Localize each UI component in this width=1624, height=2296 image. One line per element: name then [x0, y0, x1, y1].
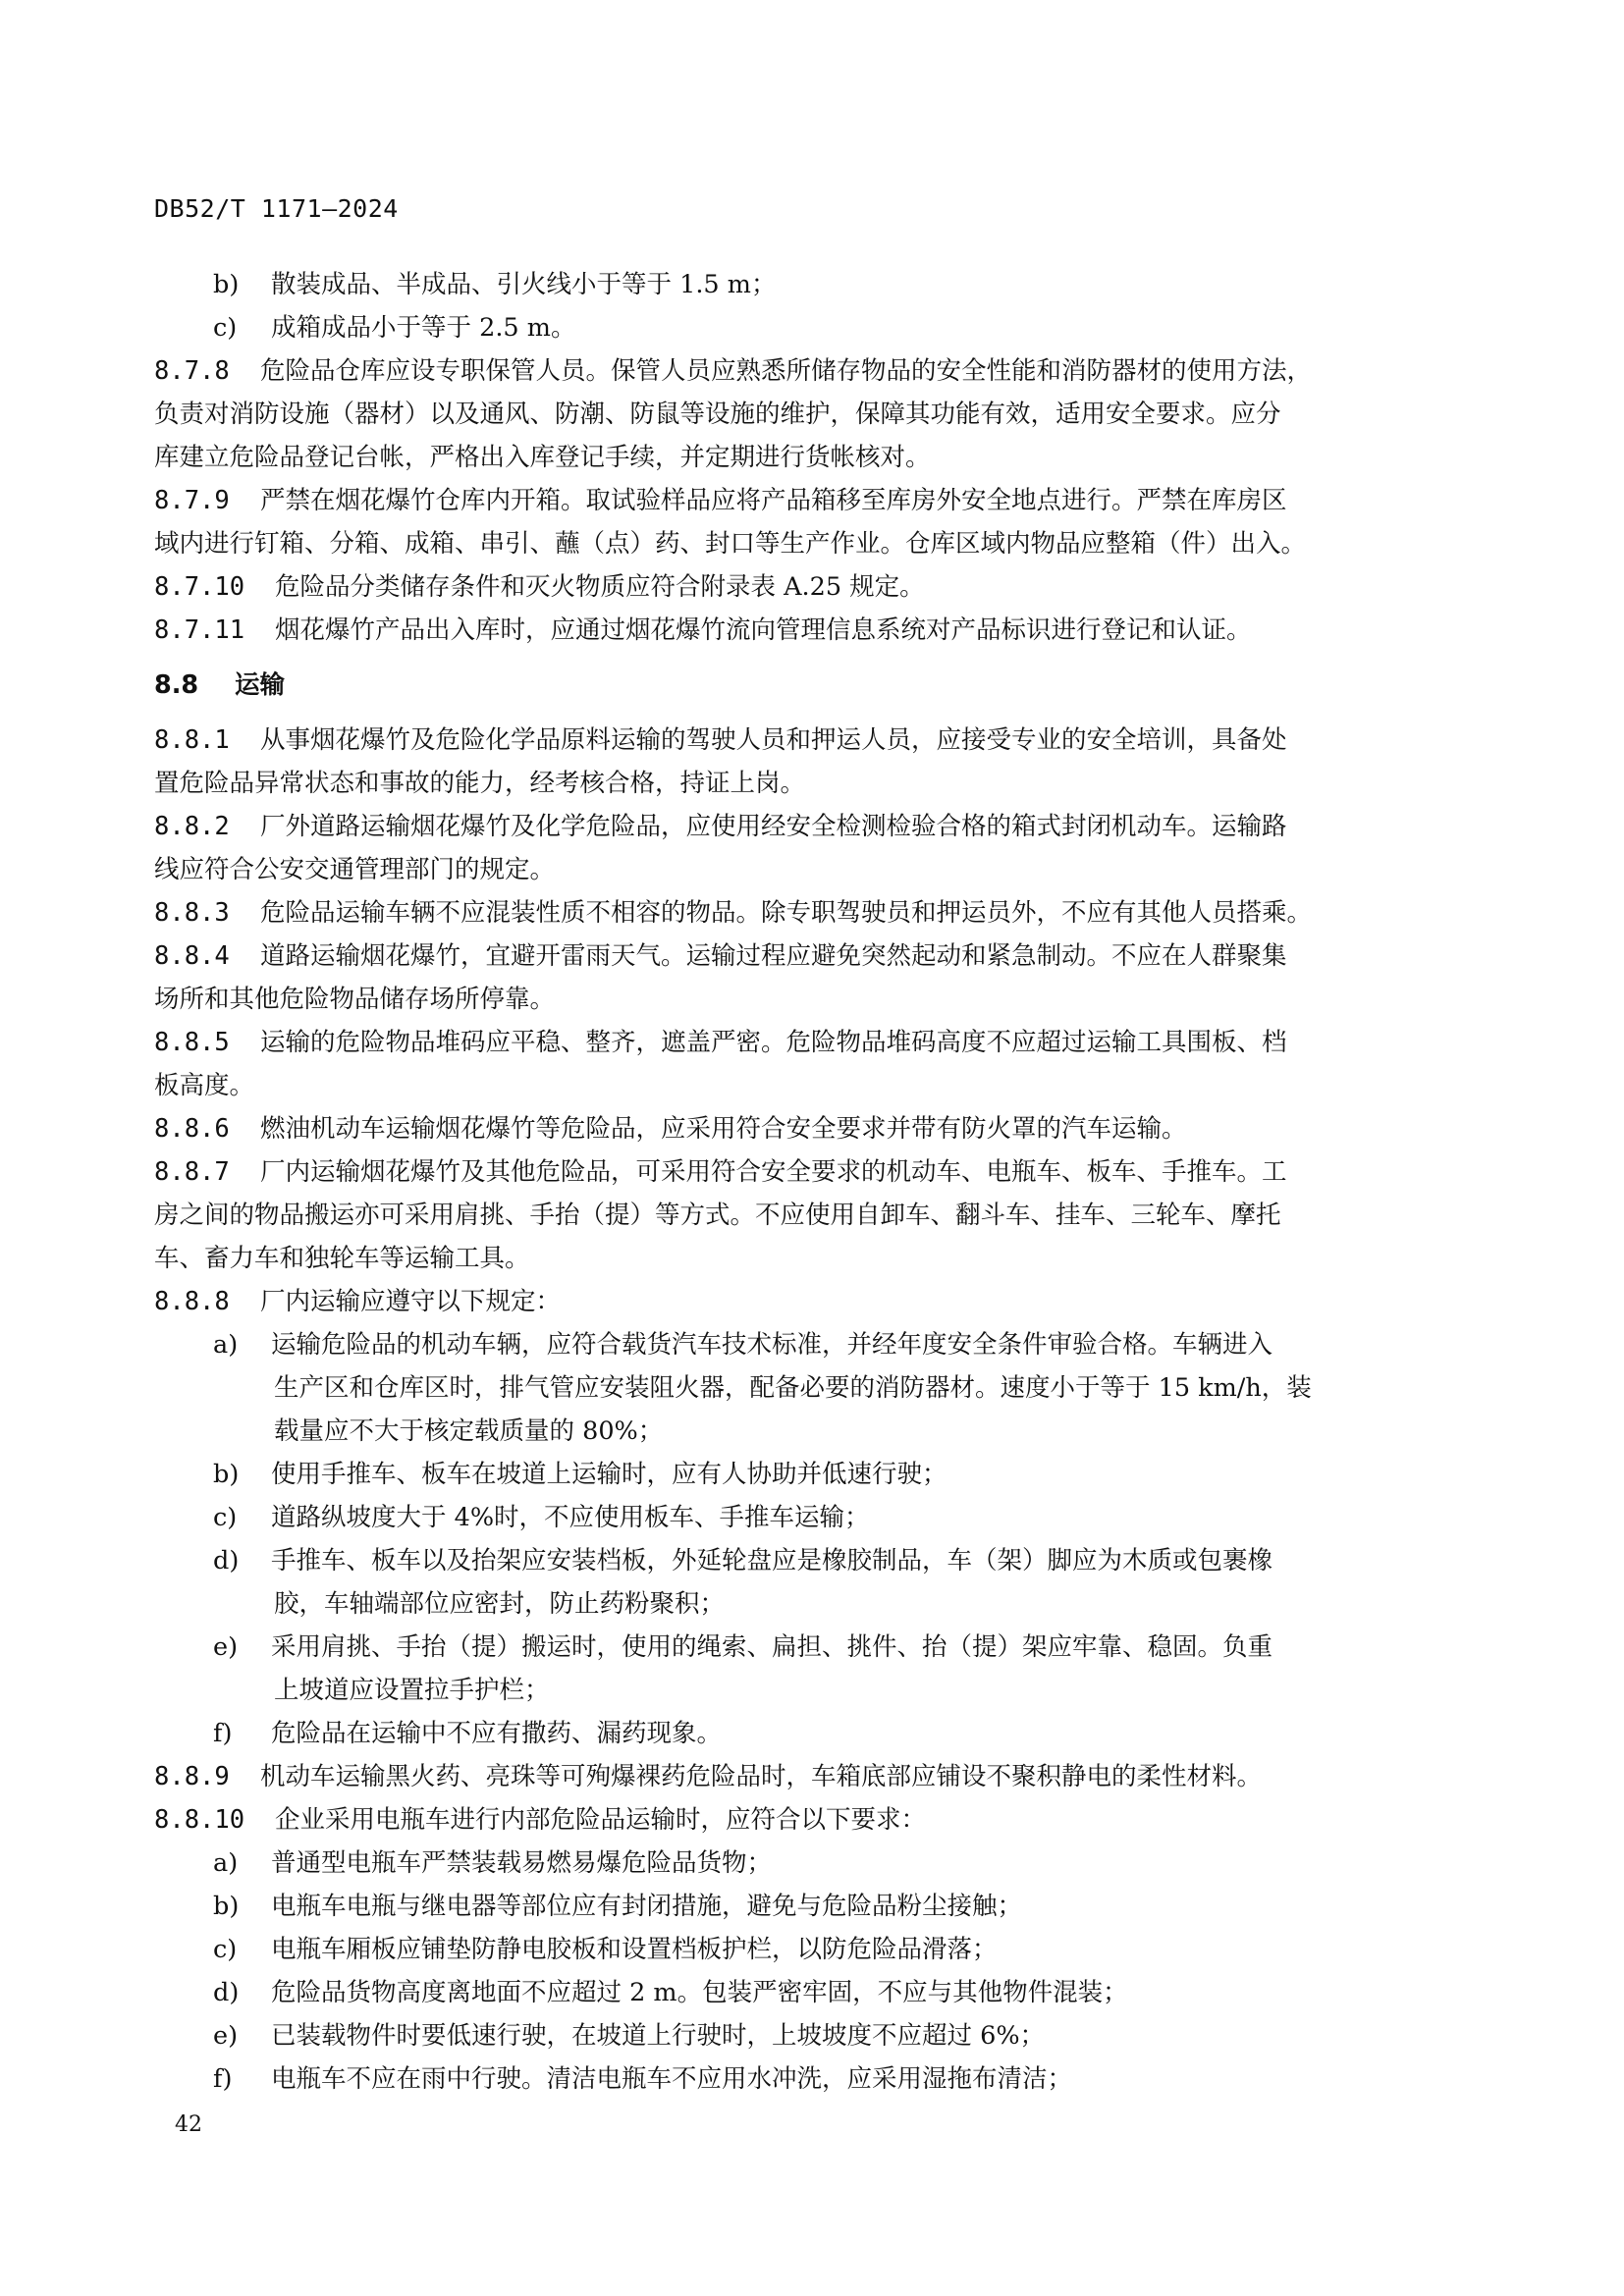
- clause-8-8-3: [154, 891, 1440, 934]
- section-heading-8-8: [154, 664, 1440, 707]
- list-item: [154, 1453, 1440, 1496]
- clause-number: 8.8.10: [154, 1805, 245, 1835]
- clause-text: 厂内运输应遵守以下规定：: [260, 1287, 562, 1316]
- clause-text: 厂内运输烟花爆竹及其他危险品，可采用符合安全要求的机动车、电瓶车、板车、手推车。工: [260, 1157, 1287, 1187]
- clause-text: 烟花爆竹产品出入库时，应通过烟花爆竹流向管理信息系统对产品标识进行登记和认证。: [275, 615, 1252, 645]
- page-number: 42: [175, 2112, 202, 2137]
- clause-8-7-8: [154, 349, 1440, 393]
- clause-8-8-7: [154, 1150, 1440, 1194]
- clause-8-8-1: [154, 719, 1440, 762]
- list-item: [154, 1971, 1440, 2014]
- clause-text: 危险品分类储存条件和灭火物质应符合附录表 A.25 规定。: [275, 572, 925, 602]
- clause-number: 8.7.11: [154, 615, 245, 645]
- list-item-text: 危险品在运输中不应有撒药、漏药现象。: [271, 1719, 723, 1748]
- clause-text: 企业采用电瓶车进行内部危险品运输时，应符合以下要求：: [275, 1805, 927, 1835]
- list-marker: b): [213, 270, 240, 299]
- clause-8-8-6: [154, 1107, 1440, 1150]
- clause-continuation: 负责对消防设施（器材）以及通风、防潮、防鼠等设施的维护，保障其功能有效，适用安全要求。应分: [154, 400, 1281, 429]
- clause-text: 严禁在烟花爆竹仓库内开箱。取试验样品应将产品箱移至库房外安全地点进行。严禁在库房区: [260, 486, 1287, 515]
- document-body: [154, 263, 1440, 2101]
- clause-continuation: 场所和其他危险物品储存场所停靠。: [154, 985, 556, 1014]
- list-item: [154, 2014, 1440, 2057]
- clause-number: 8.8.1: [154, 725, 230, 755]
- clause-text: 从事烟花爆竹及危险化学品原料运输的驾驶人员和押运人员，应接受专业的安全培训，具备处: [260, 725, 1287, 755]
- list-item-text: 采用肩挑、手抬（提）搬运时，使用的绳索、扁担、挑件、抬（提）架应牢靠、稳固。负重: [271, 1632, 1273, 1662]
- list-item-text: 电瓶车厢板应铺垫防静电胶板和设置档板护栏，以防危险品滑落；: [271, 1935, 998, 1964]
- list-item-text: 电瓶车不应在雨中行驶。清洁电瓶车不应用水冲洗，应采用湿拖布清洁；: [271, 2064, 1073, 2094]
- clause-number: 8.7.10: [154, 572, 245, 602]
- list-item: [154, 1539, 1440, 1582]
- section-title: 运输: [235, 670, 286, 700]
- clause-text: 厂外道路运输烟花爆竹及化学危险品，应使用经安全检测检验合格的箱式封闭机动车。运输路: [260, 812, 1287, 841]
- list-marker: c): [213, 1935, 238, 1964]
- clause-8-8-8: [154, 1280, 1440, 1323]
- clause-number: 8.8.7: [154, 1157, 230, 1187]
- clause-8-8-2: [154, 805, 1440, 848]
- list-item: [154, 263, 1440, 306]
- list-item: [154, 1712, 1440, 1755]
- document-code-header: DB52/T 1171—2024: [154, 194, 399, 223]
- list-marker: c): [213, 1503, 238, 1532]
- list-marker: b): [213, 1892, 240, 1921]
- list-item-continuation: 生产区和仓库区时，排气管应安装阻火器，配备必要的消防器材。速度小于等于 15 km/h，装: [274, 1373, 1312, 1403]
- list-item: [154, 2057, 1440, 2101]
- list-item-text: 散装成品、半成品、引火线小于等于 1.5 m；: [271, 270, 777, 299]
- list-item-text: 道路纵坡度大于 4%时，不应使用板车、手推车运输；: [271, 1503, 870, 1532]
- list-item-continuation: 载量应不大于核定载质量的 80%；: [274, 1416, 664, 1446]
- list-item-text: 普通型电瓶车严禁装载易燃易爆危险品货物；: [271, 1848, 773, 1878]
- section-number: 8.8: [154, 670, 199, 700]
- clause-number: 8.8.9: [154, 1762, 230, 1791]
- clause-continuation: 域内进行钉箱、分箱、成箱、串引、蘸（点）药、封口等生产作业。仓库区域内物品应整箱（件）出入。: [154, 529, 1307, 559]
- clause-number: 8.8.4: [154, 941, 230, 971]
- clause-8-8-4: [154, 934, 1440, 978]
- clause-text: 道路运输烟花爆竹，宜避开雷雨天气。运输过程应避免突然起动和紧急制动。不应在人群聚集: [260, 941, 1287, 971]
- list-item-continuation: 上坡道应设置拉手护栏；: [274, 1676, 550, 1705]
- clause-continuation: 库建立危险品登记台帐，严格出入库登记手续，并定期进行货帐核对。: [154, 443, 931, 472]
- list-item: [154, 1496, 1440, 1539]
- list-marker: a): [213, 1848, 239, 1878]
- clause-8-7-9: [154, 479, 1440, 522]
- list-item-text: 危险品货物高度离地面不应超过 2 m。包装严密牢固，不应与其他物件混装；: [271, 1978, 1128, 2007]
- list-item-text: 运输危险品的机动车辆，应符合载货汽车技术标准，并经年度安全条件审验合格。车辆进入: [271, 1330, 1273, 1360]
- clause-number: 8.8.8: [154, 1287, 230, 1316]
- list-marker: d): [213, 1978, 240, 2007]
- clause-continuation: 线应符合公安交通管理部门的规定。: [154, 855, 556, 884]
- list-item: [154, 1626, 1440, 1669]
- clause-8-8-9: [154, 1755, 1440, 1798]
- clause-text: 机动车运输黑火药、亮珠等可殉爆裸药危险品时，车箱底部应铺设不聚积静电的柔性材料。: [260, 1762, 1263, 1791]
- clause-continuation: 车、畜力车和独轮车等运输工具。: [154, 1244, 530, 1273]
- list-item-text: 使用手推车、板车在坡道上运输时，应有人协助并低速行驶；: [271, 1460, 947, 1489]
- clause-continuation: 房之间的物品搬运亦可采用肩挑、手抬（提）等方式。不应使用自卸车、翻斗车、挂车、三轮车、摩托: [154, 1201, 1281, 1230]
- clause-8-7-11: [154, 609, 1440, 652]
- list-marker: f): [213, 1719, 233, 1748]
- list-item-continuation: 胶，车轴端部位应密封，防止药粉聚积；: [274, 1589, 726, 1619]
- clause-8-8-5: [154, 1021, 1440, 1064]
- list-item: [154, 1928, 1440, 1971]
- list-item: [154, 1885, 1440, 1928]
- list-item: [154, 306, 1440, 349]
- list-item: [154, 1323, 1440, 1366]
- clause-number: 8.7.9: [154, 486, 230, 515]
- clause-continuation: 置危险品异常状态和事故的能力，经考核合格，持证上岗。: [154, 769, 806, 798]
- list-item-text: 已装载物件时要低速行驶，在坡道上行驶时，上坡坡度不应超过 6%；: [271, 2021, 1046, 2051]
- list-marker: d): [213, 1546, 240, 1575]
- list-marker: a): [213, 1330, 239, 1360]
- clause-text: 危险品运输车辆不应混装性质不相容的物品。除专职驾驶员和押运员外，不应有其他人员搭乘。: [260, 898, 1313, 928]
- clause-number: 8.8.6: [154, 1114, 230, 1144]
- list-item-text: 手推车、板车以及抬架应安装档板，外延轮盘应是橡胶制品，车（架）脚应为木质或包裹橡: [271, 1546, 1273, 1575]
- list-marker: e): [213, 2021, 239, 2051]
- clause-text: 运输的危险物品堆码应平稳、整齐，遮盖严密。危险物品堆码高度不应超过运输工具围板、档: [260, 1028, 1287, 1057]
- clause-text: 燃油机动车运输烟花爆竹等危险品，应采用符合安全要求并带有防火罩的汽车运输。: [260, 1114, 1187, 1144]
- clause-number: 8.8.2: [154, 812, 230, 841]
- list-item: [154, 1842, 1440, 1885]
- clause-continuation: 板高度。: [154, 1071, 255, 1100]
- clause-text: 危险品仓库应设专职保管人员。保管人员应熟悉所储存物品的安全性能和消防器材的使用方法，: [260, 356, 1313, 386]
- list-marker: c): [213, 313, 238, 343]
- list-marker: e): [213, 1632, 239, 1662]
- list-item-text: 电瓶车电瓶与继电器等部位应有封闭措施，避免与危险品粉尘接触；: [271, 1892, 1023, 1921]
- clause-8-7-10: [154, 565, 1440, 609]
- clause-number: 8.8.5: [154, 1028, 230, 1057]
- clause-number: 8.8.3: [154, 898, 230, 928]
- list-marker: b): [213, 1460, 240, 1489]
- clause-8-8-10: [154, 1798, 1440, 1842]
- list-item-text: 成箱成品小于等于 2.5 m。: [271, 313, 576, 343]
- list-marker: f): [213, 2064, 233, 2094]
- clause-number: 8.7.8: [154, 356, 230, 386]
